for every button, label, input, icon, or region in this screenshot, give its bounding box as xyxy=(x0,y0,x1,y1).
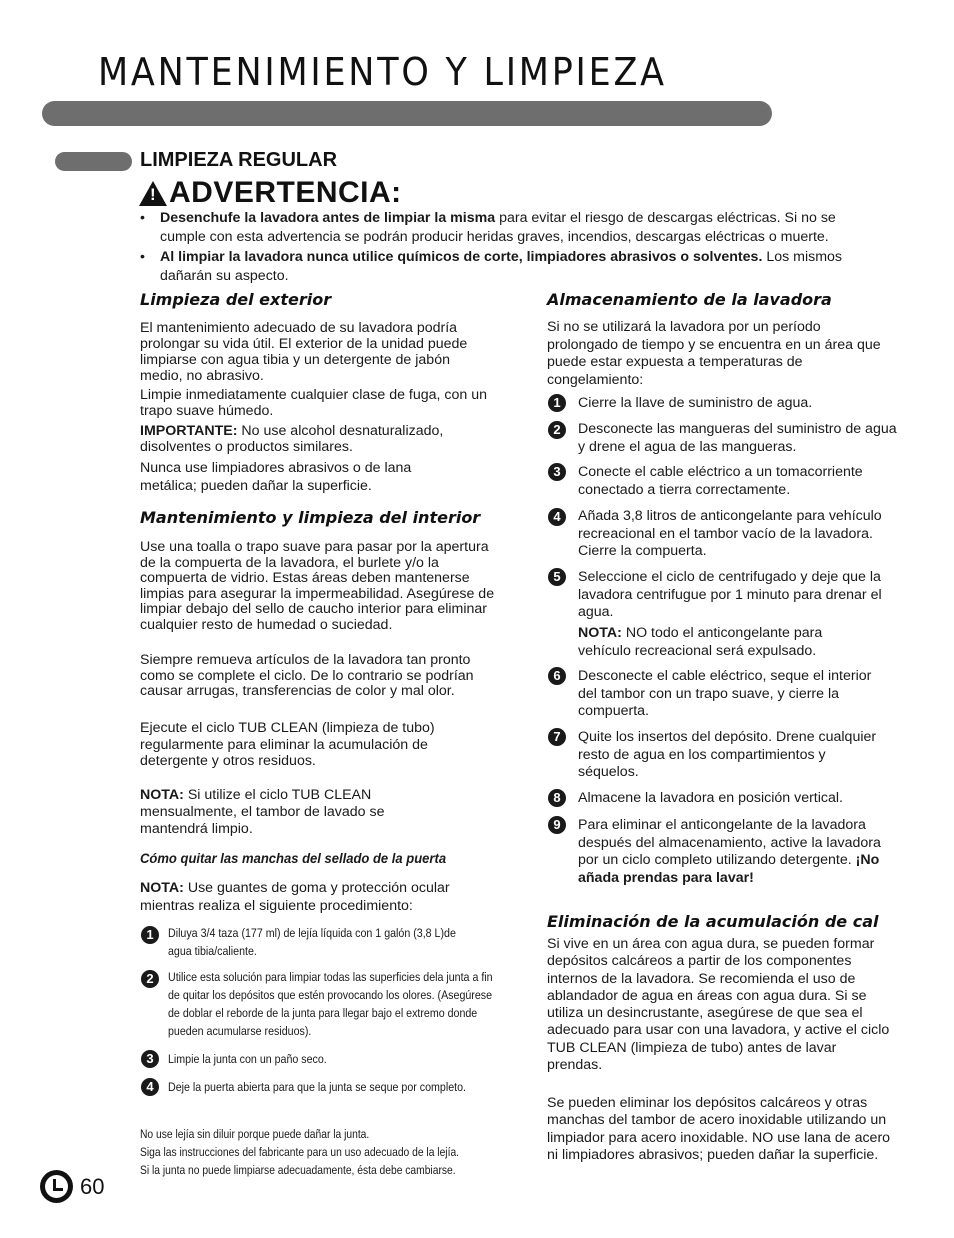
stains-heading: Cómo quitar las manchas del sellado de la puerta xyxy=(140,850,447,866)
storage-heading: Almacenamiento de la lavadora xyxy=(547,290,832,309)
section-title: LIMPIEZA REGULAR xyxy=(140,149,338,171)
storage-step-text xyxy=(578,817,903,887)
step-number: 7 xyxy=(548,728,566,746)
important-label: IMPORTANTE: xyxy=(140,423,238,439)
step-number: 8 xyxy=(548,789,566,807)
step-number: 3 xyxy=(548,463,566,481)
title-bar xyxy=(42,101,772,126)
note-label: NOTA: xyxy=(140,880,184,896)
stains-step-text: Limpie la junta con un paño seco. xyxy=(168,1052,327,1066)
warning-item-bold: Al limpiar la lavadora nunca utilice químicos de corte, limpiadores abrasivos o solventes. xyxy=(160,249,763,265)
section-marker xyxy=(55,152,132,171)
interior-paragraph: Siempre remueva artículos de la lavadora tan pronto como se complete el ciclo. De lo contrario se podrían causar arrugas, transferencias de color y mal olor. xyxy=(140,652,474,700)
warning-item-text: Los mismos dañarán su aspecto. xyxy=(160,249,843,284)
exterior-heading: Limpieza del exterior xyxy=(140,290,332,309)
page-title: MANTENIMIENTO Y LIMPIEZA xyxy=(98,50,667,94)
warning-heading-text: ADVERTENCIA: xyxy=(169,176,402,209)
exterior-paragraph: Limpie inmediatamente cualquier clase de fuga, con un trapo suave húmedo. xyxy=(140,387,488,419)
storage-step-text: Desconecte las mangueras del suministro de agua y drene el agua de las mangueras. xyxy=(578,421,897,455)
storage-step-text: Seleccione el ciclo de centrifugado y deje que la lavadora centrifugue por 1 minuto para drenar el agua. xyxy=(578,569,882,620)
note-label: NOTA: xyxy=(140,787,184,803)
stains-step-text: Diluya 3/4 taza (177 ml) de lejía líquida con 1 galón (3,8 L)de agua tibia/caliente. xyxy=(168,926,456,958)
warning-item xyxy=(140,209,880,247)
interior-paragraph: Ejecute el ciclo TUB CLEAN (limpieza de tubo) regularmente para eliminar la acumulación de detergente y otros residuos. xyxy=(140,720,435,769)
step-number: 2 xyxy=(548,421,566,439)
note-label: NOTA: xyxy=(578,625,622,641)
note-text: Si utilize el ciclo TUB CLEAN mensualmente, el tambor de lavado se mantendrá limpio. xyxy=(140,787,385,837)
note-text: Use guantes de goma y protección ocular mientras realiza el siguiente procedimiento: xyxy=(140,880,450,914)
step-bold-text: ¡No añada prendas para lavar! xyxy=(578,852,880,886)
storage-step-note xyxy=(578,625,878,660)
footer-line: Siga las instrucciones del fabricante para un uso adecuado de la lejía. xyxy=(140,1145,460,1159)
storage-step-text: Almacene la lavadora en posición vertical. xyxy=(578,790,843,806)
exterior-important xyxy=(140,423,490,455)
step-number: 1 xyxy=(548,394,566,412)
footer-line: Si la junta no puede limpiarse adecuadamente, ésta debe cambiarse. xyxy=(140,1163,456,1177)
storage-step-text: Conecte el cable eléctrico a un tomacorriente conectado a tierra correctamente. xyxy=(578,464,863,498)
interior-heading: Mantenimiento y limpieza del interior xyxy=(140,508,481,527)
step-number: 1 xyxy=(141,926,159,944)
stains-footer xyxy=(140,1125,459,1179)
step-number: 6 xyxy=(548,667,566,685)
exterior-paragraph: El mantenimiento adecuado de su lavadora podría prolongar su vida útil. El exterior de la unidad puede limpiarse con agua tibia y un detergente de jabón medio, no abrasivo. xyxy=(140,320,468,384)
footer-line: No use lejía sin diluir porque puede dañar la junta. xyxy=(140,1127,370,1141)
bullet: • xyxy=(140,210,145,226)
warning-item xyxy=(140,248,880,286)
storage-step-text: Quite los insertos del depósito. Drene cualquier resto de agua en los compartimientos y séquelos. xyxy=(578,729,877,780)
bullet: • xyxy=(140,249,145,265)
storage-intro: Si no se utilizará la lavadora por un período prolongado de tiempo y se encuentra en un área que puede estar expuesta a temperaturas de congelamiento: xyxy=(547,319,881,388)
storage-step-text: Desconecte el cable eléctrico, seque el interior del tambor con un trapo suave, y cierre la compuerta. xyxy=(578,668,872,719)
interior-paragraph: Use una toalla o trapo suave para pasar por la apertura de la compuerta de la lavadora, el burlete y/o la compuerta de vidrio. Estas áreas deben mantenerse limpias para asegurar la impermeabilidad. Asegúrese de limpiar debajo del sello de caucho interior para eliminar cualquier resto de humedad o suciedad. xyxy=(140,539,495,633)
warning-item-text: para evitar el riesgo de descargas eléctricas. Si no se cumple con esta advertencia se podrán producir heridas graves, incendios, descargas eléctricas o muerte. xyxy=(160,210,836,245)
step-number: 4 xyxy=(548,508,566,526)
scale-paragraph: Si vive en un área con agua dura, se pueden formar depósitos calcáreos a partir de los componentes internos de la lavadora. Se recomienda el uso de ablandador de agua en áreas con agua dura. Si se utiliza un desincrustante, asegúrese de que sea el adecuado para usar con una lavadora, y active el ciclo TUB CLEAN (limpieza de tubo) antes de lavar prendas. xyxy=(547,936,890,1074)
important-text: No use alcohol desnaturalizado, disolventes o productos similares. xyxy=(140,423,444,455)
step-text: Para eliminar el anticongelante de la lavadora después del almacenamiento, active la lavadora por un ciclo completo utilizando detergente. xyxy=(578,817,881,868)
warning-item-bold: Desenchufe la lavadora antes de limpiar la misma xyxy=(160,210,496,226)
step-number: 4 xyxy=(141,1078,159,1096)
warning-heading xyxy=(139,176,402,210)
exterior-paragraph: Nunca use limpiadores abrasivos o de lana metálica; pueden dañar la superficie. xyxy=(140,460,412,494)
storage-step-text: Cierre la llave de suministro de agua. xyxy=(578,395,813,411)
scale-paragraph: Se pueden eliminar los depósitos calcáreos y otras manchas del tambor de acero inoxidable utilizando un limpiador para acero inoxidable. NO use lana de acero ni limpiadores abrasivos; pueden dañar la superficie. xyxy=(547,1095,891,1163)
storage-step-text: Añada 3,8 litros de anticongelante para vehículo recreacional en el tambor vacío de la lavadora. Cierre la compuerta. xyxy=(578,508,882,559)
note-text: NO todo el anticongelante para vehículo recreacional será expulsado. xyxy=(578,625,823,659)
warning-icon: ! xyxy=(139,181,167,206)
step-number: 5 xyxy=(548,568,566,586)
step-number: 9 xyxy=(548,816,566,834)
page-number: 60 xyxy=(80,1174,105,1199)
stains-step-text: Utilice esta solución para limpiar todas las superficies dela junta a fin de quitar los depósitos que estén provocando los olores. (Asegúrese de doblar el reborde de la junta para llegar bajo el extremo donde pueden acumularse residuos). xyxy=(168,970,493,1038)
scale-heading: Eliminación de la acumulación de cal xyxy=(547,912,879,931)
stains-note xyxy=(140,880,500,915)
step-number: 2 xyxy=(141,970,159,988)
stains-step-text: Deje la puerta abierta para que la junta se seque por completo. xyxy=(168,1080,466,1094)
step-number: 3 xyxy=(141,1050,159,1068)
lg-logo-icon xyxy=(40,1170,73,1203)
interior-note xyxy=(140,787,440,838)
